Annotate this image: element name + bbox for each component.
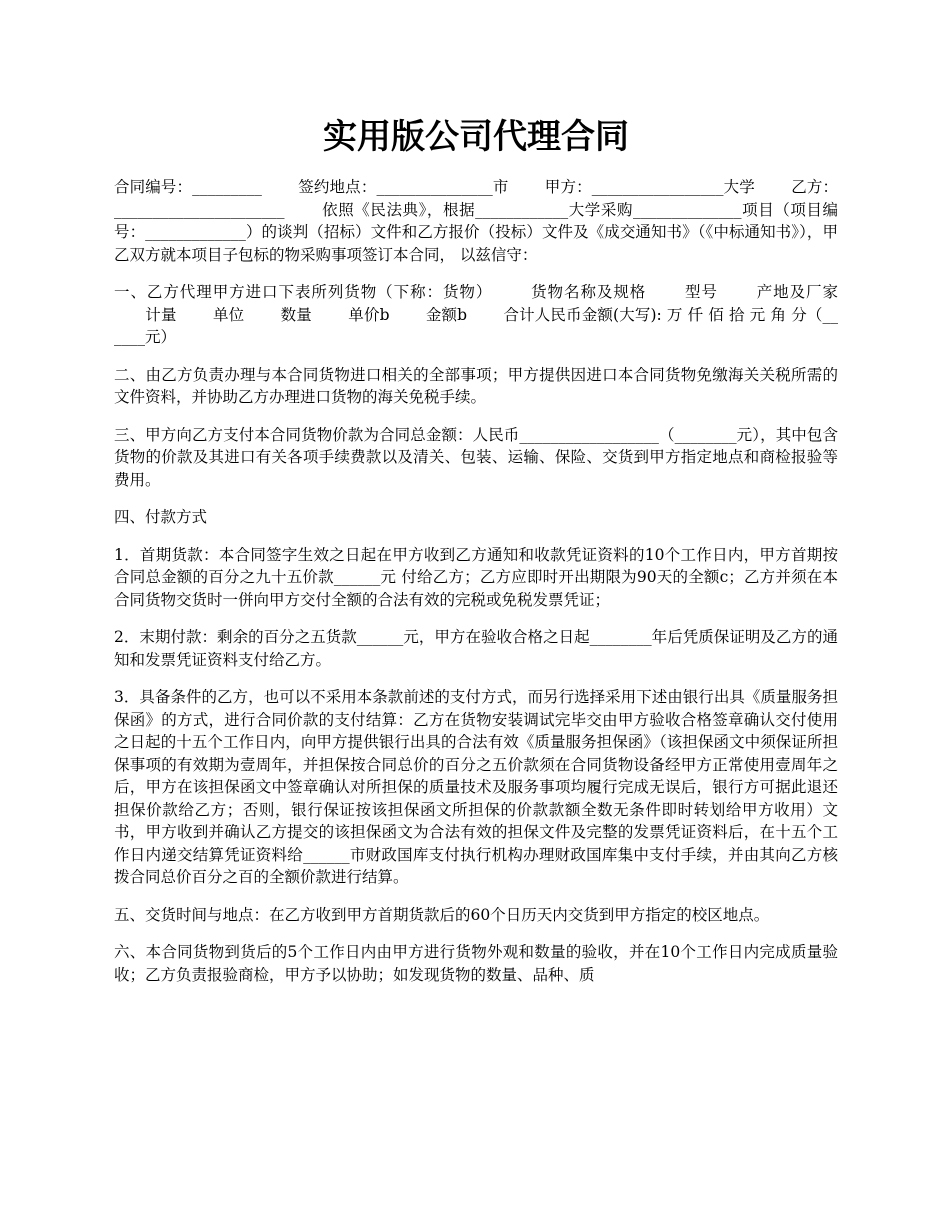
payment-item-3: 3．具备条件的乙方，也可以不采用本条款前述的支付方式，而另行选择采用下述由银行出具《质量服务担保函》的方式，进行合同价款的支付结算：乙方在货物安装调试完毕交由甲方验收合格签章确认交付使用之日起的十五个工作日内，向甲方提供银行出具的合法有效《质量服务担保函》（该担保函文中须保证所担保事项的有效期为壹周年，并担保按合同总价的百分之五价款须在合同货物设备经甲方正常使用壹周年之后，甲方在该担保函文中签章确认对所担保的质量技术及服务事项均履行完成无误后，银行方可据此退还担保价款给乙方；否则，银行保证按该担保函文所担保的价款款额全数无条件即时转划给甲方收用）文书，甲方收到并确认乙方提交的该担保函文为合法有效的担保文件及完整的发票凭证资料后，在十五个工作日内递交结算凭证资料给______市财政国库支付执行机构办理财政国库集中支付手续，并由其向乙方核拨合同总价百分之百的全额价款进行结算。 xyxy=(114,688,838,886)
payment-item-1: 1．首期货款：本合同签字生效之日起在甲方收到乙方通知和收款凭证资料的10个工作日内，甲方首期按合同总金额的百分之九十五价款______元 付给乙方；乙方应即时开出期限为90天的全额c；乙方并须在本合同货物交货时一併向甲方交付全额的合法有效的完税或免税发票凭证； xyxy=(114,545,838,609)
clause-5-delivery: 五、交货时间与地点：在乙方收到甲方首期货款后的60个日历天内交货到甲方指定的校区地点。 xyxy=(114,905,770,924)
clause-3-total-amount: 三、甲方向乙方支付本合同货物价款为合同总金额：人民币__________________（________元），其中包含货物的价款及其进口有关各项手续费款以及清关、包装、运输、保险、交货到甲方指定地点和商检报验等费用。 xyxy=(114,425,838,489)
payment-item-2: 2．末期付款：剩余的百分之五货款______元，甲方在验收合格之日起________年后凭质保证明及乙方的通知和发票凭证资料支付给乙方。 xyxy=(114,628,838,669)
contract-preamble: 合同编号：_________ 签约地点：_______________市 甲方：_________________大学 乙方：______________________ 依照《民法典》，根据____________大学采购______________项目（项目编号：_____________）的谈判（招标）文件和乙方报价（投标）文件及《成交通知书》（《中标通知书》），甲乙双方就本项目子包标的物采购事项签订本合同， 以兹信守： xyxy=(114,178,838,264)
clause-4-payment-heading: 四、付款方式 xyxy=(114,508,208,526)
document-page xyxy=(114,108,838,1001)
clause-1-goods: 一、乙方代理甲方进口下表所列货物（下称：货物） 货物名称及规格 型号 产地及厂家 计量 单位 数量 单价b 金额b 合计人民币金额(大写): 万 仟 佰 拾 元 角 分（______元） xyxy=(114,283,838,346)
clause-6-acceptance: 六、本合同货物到货后的5个工作日内由甲方进行货物外观和数量的验收，并在10个工作日内完成质量验收；乙方负责报验商检，甲方予以协助；如发现货物的数量、品种、质 xyxy=(114,943,838,984)
clause-2-import-matters: 二、由乙方负责办理与本合同货物进口相关的全部事项；甲方提供因进口本合同货物免缴海关关税所需的文件资料，并协助乙方办理进口货物的海关免税手续。 xyxy=(114,365,838,406)
document-title: 实用版公司代理合同 xyxy=(323,117,629,157)
